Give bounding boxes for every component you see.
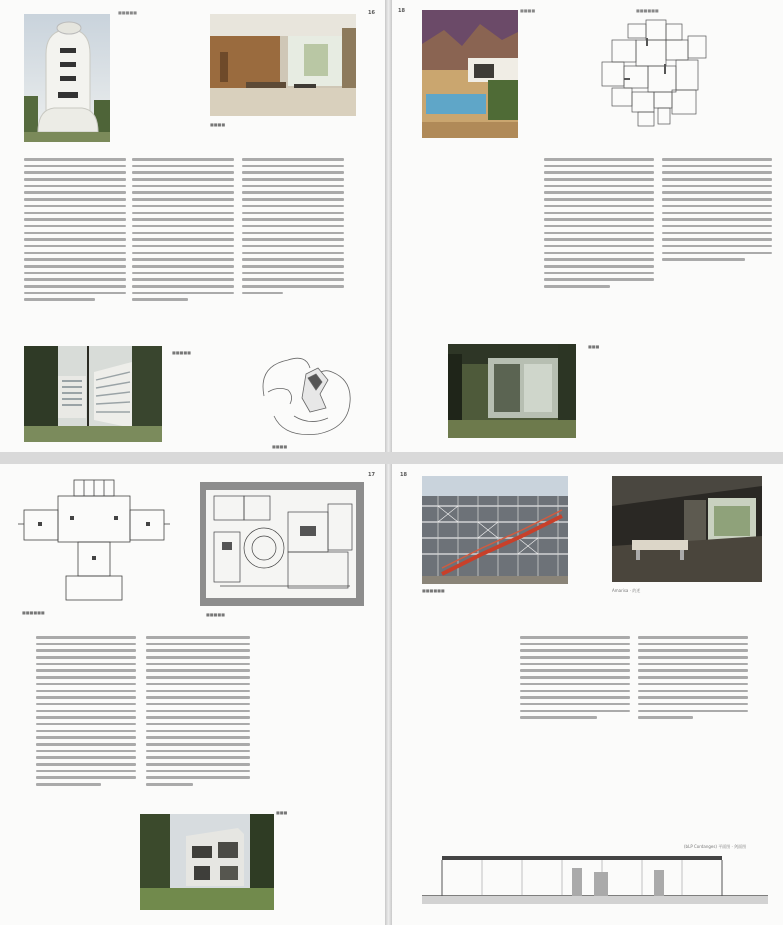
text-column-2: [662, 158, 772, 265]
photo-desert-house-pool: [422, 10, 518, 138]
site-plan-drawing: [254, 346, 358, 442]
page-number: 16: [368, 10, 375, 16]
page-number: 18: [398, 8, 405, 14]
photo-glass-pavilion-trees: [448, 344, 576, 438]
photo-caption: ■■■■■■: [422, 588, 445, 593]
text-column-1: [544, 158, 654, 292]
text-column-2: [132, 158, 234, 305]
plan-complex-building: [200, 482, 364, 606]
photo-apartment-block-forest: [24, 346, 162, 442]
text-column-1: [36, 636, 136, 790]
page-1: [0, 0, 385, 452]
drawing-caption: ■■■■: [272, 444, 288, 449]
photo-caption: ■■■: [276, 810, 288, 815]
photo-caption: ■■■■■: [172, 350, 191, 355]
photo-caption: Amarisa · 约述: [612, 588, 641, 593]
page-2: [392, 0, 783, 452]
photo-dark-interior-window: [612, 476, 762, 582]
text-column-3: [242, 158, 344, 298]
photo-einstein-tower: [24, 14, 110, 142]
text-column-2: [146, 636, 250, 790]
text-column-1: [520, 636, 630, 723]
plan-symmetric-drawing: [18, 476, 170, 604]
text-column-1: [24, 158, 126, 305]
spread-separator: [0, 452, 783, 464]
photo-caption: ■■■■: [210, 122, 226, 127]
page-number: 18: [400, 472, 407, 478]
photo-interior-living-room: [210, 14, 356, 116]
page-3: [0, 464, 385, 925]
drawing-caption: ■■■■■: [206, 612, 225, 617]
floor-plan-drawing: [598, 18, 720, 130]
running-header: ■■■■■■: [636, 8, 659, 13]
text-column-2: [638, 636, 748, 723]
running-header: ■■■■: [520, 8, 536, 13]
photo-caption: ■■■: [588, 344, 600, 349]
drawing-caption: ■■■■■■: [22, 610, 45, 615]
page-number: 17: [368, 472, 375, 478]
photo-pompidou-centre: [422, 476, 568, 584]
page-4: [392, 464, 783, 925]
drawing-caption: (bLP Cordanges) 平面图 · 剑面图: [684, 844, 747, 849]
running-header: ■■■■■: [118, 10, 137, 15]
photo-modernist-villa: [140, 814, 274, 910]
section-drawing-long-building: [422, 850, 768, 910]
